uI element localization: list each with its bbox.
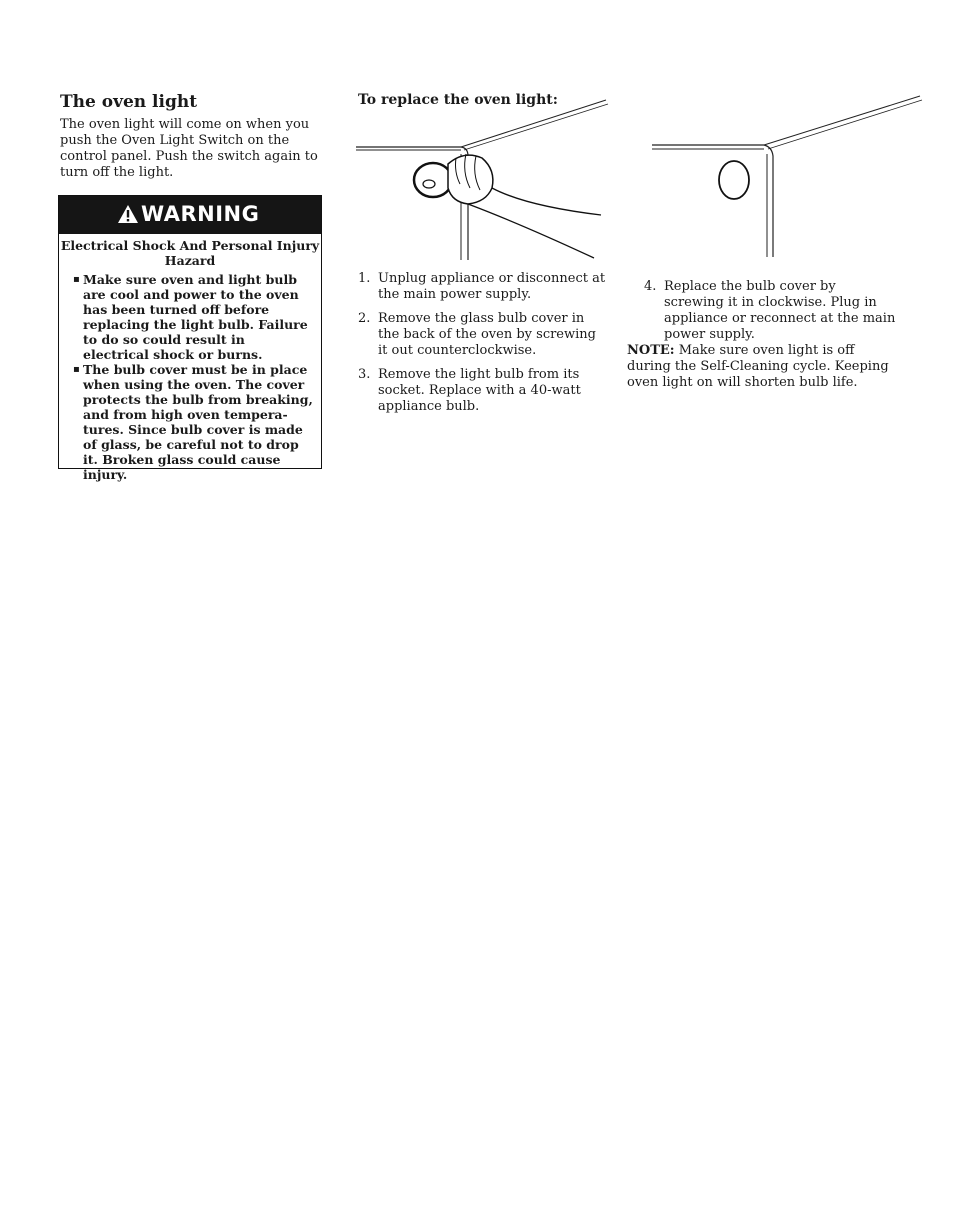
warning-triangle-icon xyxy=(117,204,139,224)
step-item: 1. Unplug appliance or disconnect at the main power supply. xyxy=(358,271,606,302)
steps-list-2 xyxy=(644,279,896,351)
section-title-oven-light: The oven light xyxy=(60,92,198,112)
warning-box xyxy=(58,195,322,482)
hazard-title: Electrical Shock And Personal Injury Hazard xyxy=(60,238,320,268)
hazard-item: ▪ Make sure oven and light bulb are cool and power to the oven has been turned off before replacing the light bulb. Failure to do so could result in electrical shock or burns. xyxy=(73,272,313,362)
steps-list-1 xyxy=(358,271,608,423)
step-item: 2. Remove the glass bulb cover in the back of the oven by screwing it out counterclockwise. xyxy=(358,311,596,358)
note-label: NOTE: xyxy=(627,343,675,358)
note-paragraph xyxy=(627,343,897,391)
oven-light-intro: The oven light will come on when you push the Oven Light Switch on the control panel. Push the switch again to turn off the light. xyxy=(60,117,318,180)
step-item: 4. Replace the bulb cover by screwing it in clockwise. Plug in appliance or reconnect at the main power supply. xyxy=(644,279,896,342)
note-text: Make sure oven light is off during the Self-Cleaning cycle. Keeping oven light on will shorten bulb life. xyxy=(627,343,889,390)
step-item: 3. Remove the light bulb from its socket. Replace with a 40-watt appliance bulb. xyxy=(358,367,581,414)
hazard-list xyxy=(73,272,313,482)
replace-title: To replace the oven light: xyxy=(358,92,558,108)
replace-bulb-cover-illustration xyxy=(652,92,926,260)
hazard-item: ▪ The bulb cover must be in place when using the oven. The cover protects the bulb from breaking, and from high oven tempera- tures. Since bulb cover is made of glass, be careful not to drop it. Broken glass could cause injury. xyxy=(73,362,313,482)
warning-header xyxy=(59,196,321,234)
remove-bulb-cover-illustration xyxy=(356,92,612,260)
warning-label: WARNING xyxy=(141,202,260,226)
